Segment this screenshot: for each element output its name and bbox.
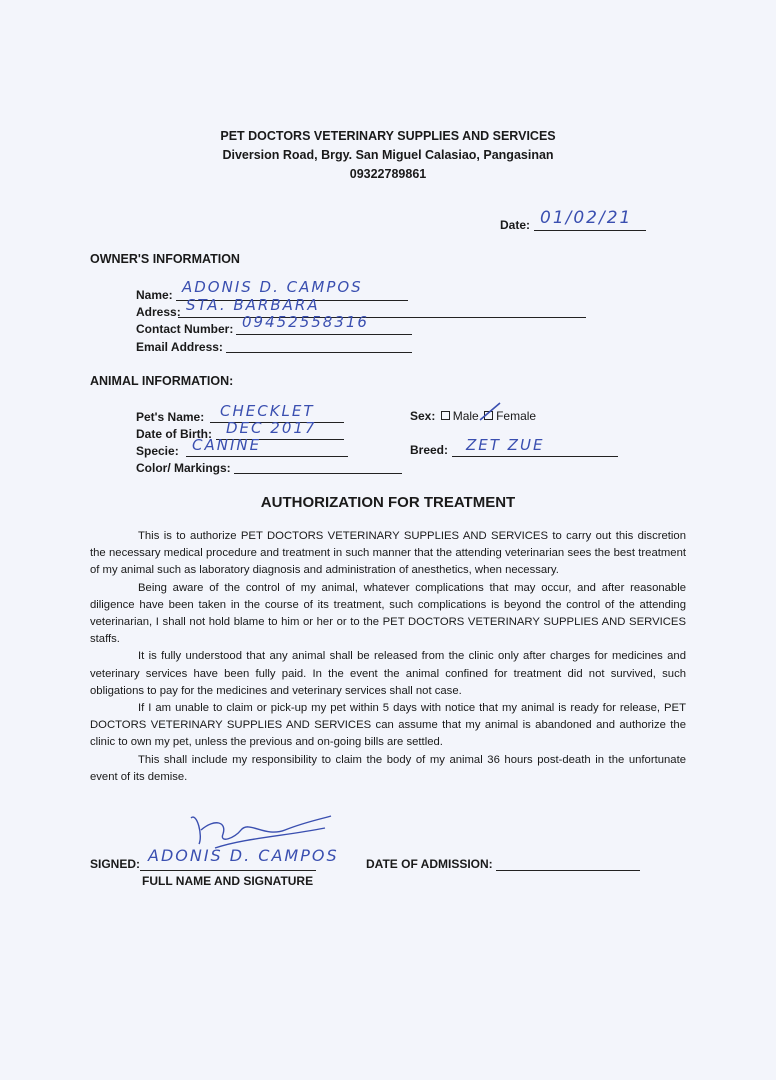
male-checkbox[interactable]	[441, 411, 450, 420]
owner-address-line	[178, 317, 586, 318]
male-option-label: Male	[452, 409, 479, 423]
pet-name-label: Pet's Name:	[136, 410, 205, 424]
date-label: Date:	[500, 218, 531, 232]
signature-name-value[interactable]: ADONIS D. CAMPOS	[148, 846, 339, 865]
paragraph-abandonment: If I am unable to claim or pick-up my pet within 5 days with notice that my animal is ready for release, PET DOCTORS VETERINARY SUPPLIES AND SERVICES can assume that my animal is abandoned and authorize the clinic to own my pet, unless the previous and on-going bills are settled.	[90, 702, 686, 749]
authorization-body	[90, 528, 686, 786]
specie-line	[186, 456, 348, 457]
owner-name-label: Name:	[136, 288, 173, 302]
breed-line	[452, 456, 618, 457]
contact-number-value[interactable]: 09452558316	[242, 313, 369, 331]
paragraph-authorize: This is to authorize PET DOCTORS VETERINARY SUPPLIES AND SERVICES to carry out this discretion the necessary medical procedure and treatment in such manner that the attending veterinarian sees the best treatment of my animal such as laboratory diagnosis and administration of anesthetics, when necessary.	[90, 530, 686, 577]
signature-line	[140, 870, 316, 871]
date-of-birth-label: Date of Birth:	[136, 427, 212, 441]
date-of-birth-value[interactable]: DEC 2017	[226, 419, 317, 437]
contact-number-line	[236, 334, 412, 335]
owner-address-label: Adress:	[136, 305, 181, 319]
color-markings-label: Color/ Markings:	[136, 461, 231, 475]
specie-value[interactable]: CANINE	[192, 436, 262, 454]
paragraph-remains: This shall include my responsibility to claim the body of my animal 36 hours post-death in the unfortunate event of its demise.	[90, 753, 686, 783]
email-address-label: Email Address:	[136, 340, 223, 354]
breed-value[interactable]: ZET ZUE	[466, 436, 545, 454]
owner-address-value[interactable]: STA. BARBARA	[186, 296, 320, 314]
company-address: Diversion Road, Brgy. San Miguel Calasiao, Pangasinan	[222, 148, 554, 162]
pet-name-value[interactable]: CHECKLET	[220, 402, 315, 420]
authorization-title: AUTHORIZATION FOR TREATMENT	[260, 494, 516, 511]
sex-label: Sex:	[410, 409, 436, 423]
female-check-mark	[478, 400, 504, 424]
owner-name-value[interactable]: ADONIS D. CAMPOS	[182, 278, 363, 296]
sex-field	[410, 409, 536, 423]
female-option-label: Female	[496, 409, 537, 423]
date-line	[534, 230, 646, 231]
contact-number-label: Contact Number:	[136, 322, 234, 336]
date-value[interactable]: 01/02/21	[540, 208, 633, 228]
specie-label: Specie:	[136, 444, 179, 458]
paragraph-release: It is fully understood that any animal shall be released from the clinic only after charges for medicines and veterinary services have been fully paid. In the event the animal confined for treatment did not survived, such obligations to pay for the medicines and veterinary services shall not case.	[90, 650, 686, 697]
letterhead	[0, 127, 776, 184]
color-markings-line[interactable]	[234, 473, 402, 474]
breed-label: Breed:	[410, 443, 449, 457]
email-address-line[interactable]	[226, 352, 412, 353]
date-of-admission-line[interactable]	[496, 870, 640, 871]
company-phone: 09322789861	[349, 167, 427, 181]
paragraph-complications: Being aware of the control of my animal, whatever complications that may occur, and after reasonable diligence have been taken in the course of its treatment, such complications is beyond the control of the attending veterinarian, I shall not hold blame to him or her or to the PET DOCTORS VETERINARY SUPPLIES AND SERVICES staffs.	[90, 581, 686, 646]
full-name-signature-label: FULL NAME AND SIGNATURE	[142, 874, 314, 888]
animal-section-title: ANIMAL INFORMATION:	[90, 374, 234, 388]
signed-label: SIGNED:	[90, 857, 141, 871]
owner-section-title: OWNER'S INFORMATION	[90, 252, 240, 266]
date-of-admission-label: DATE OF ADMISSION:	[366, 857, 493, 871]
company-name: PET DOCTORS VETERINARY SUPPLIES AND SERVICES	[220, 129, 556, 143]
